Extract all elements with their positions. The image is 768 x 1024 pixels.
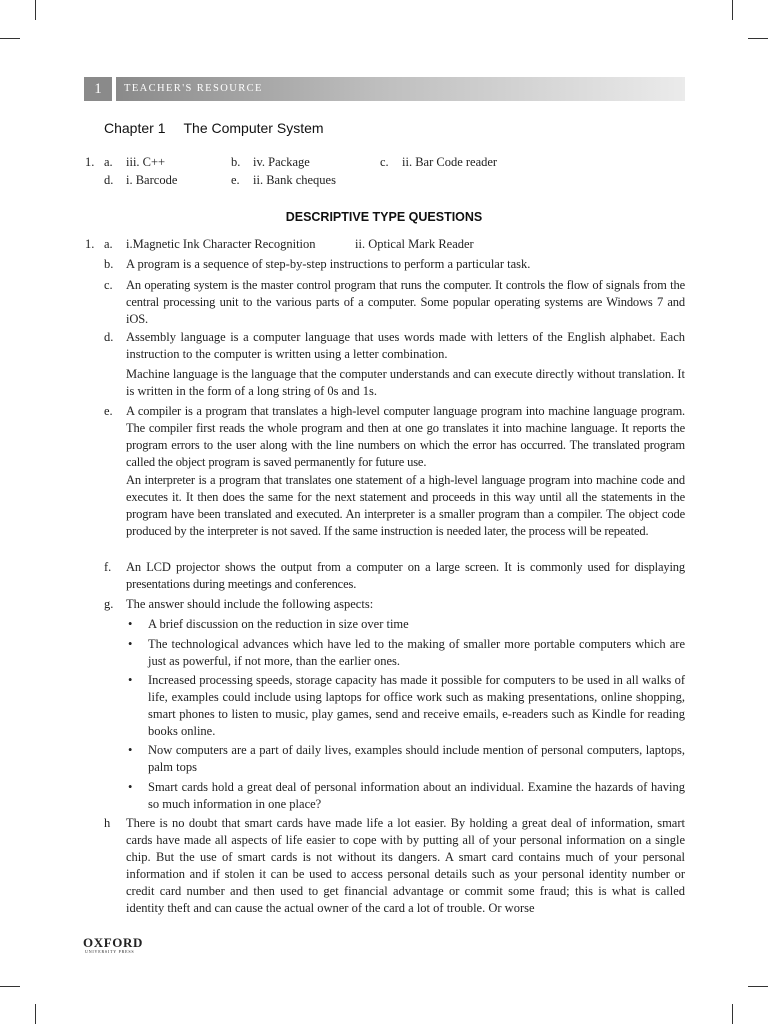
answer-letter: c. [104,278,113,292]
bullet-text: Increased processing speeds, storage capacity has made it possible for computers to be used in all walks of life, examples could include using laptops for office work such as making presentations, online shopping, smart phones to listen to music, play games, send and receive emails, e-readers such as Kindle for reading books online. [148,673,685,738]
chapter-label: Chapter 1 [104,120,166,136]
crop-mark [35,0,36,20]
bullet-text: Now computers are a part of daily lives, examples should include mention of personal computers, laptops, palm tops [148,743,685,774]
answer-letter: f. [104,560,112,574]
section-heading: DESCRIPTIVE TYPE QUESTIONS [285,210,483,224]
answer-e-para1: A compiler is a program that translates a high-level computer language program into machine language program. The compiler first reads the whole program and then at one go translates it into machine language. It reports the program errors to the user along with the line numbers on which the error has occurred. The translated program called the object program is saved permanently for future use. [126,404,685,469]
answer-letter: h [104,816,111,830]
answer-a-part2: ii. Optical Mark Reader [355,237,474,251]
logo-sub-text: UNIVERSITY PRESS [85,949,135,954]
answer-d-para1: Assembly language is a computer language that uses words made with letters of the English alphabet. Each instruction to the computer is written using a letter combination. [126,330,685,361]
bullet-icon: • [128,637,133,651]
answer-a-part1: i.Magnetic Ink Character Recognition [126,237,316,251]
mcq-answer: iv. Package [253,155,310,169]
header-bar [116,77,685,101]
answer-d-para2: Machine language is the language that the computer understands and can execute directly without translation. It is written in the form of a long string of 0s and 1s. [126,367,685,398]
answer-letter: a. [104,237,113,251]
crop-mark [748,986,768,987]
bullet-icon: • [128,673,133,687]
mcq-letter: a. [104,155,113,169]
bullet-icon: • [128,780,133,794]
running-head-text: TEACHER'S RESOURCE [124,83,263,94]
answer-letter: g. [104,597,114,611]
chapter-heading [104,120,324,136]
crop-mark [732,1004,733,1024]
mcq-answer: iii. C++ [126,155,166,169]
mcq-answer: ii. Bar Code reader [402,155,498,169]
answer-h: There is no doubt that smart cards have made life a lot easier. By holding a great deal of information, smart cards have made all aspects of life easier to cope with by putting all of your personal information on a single chip. But the use of smart cards is not without its dangers. A smart card contains much of your personal information and if stolen it can be used to access personal details such as your personal identity number or credit card number and then used to get financial advantage or commit some fraud; this is what is called identity theft and can cause the actual owner of the card a lot of trouble. Or worse [126,816,685,915]
question-number: 1. [85,237,95,251]
crop-mark [35,1004,36,1024]
mcq-answer: ii. Bank cheques [253,173,336,187]
answer-f: An LCD projector shows the output from a computer on a large screen. It is commonly used for displaying presentations during meetings and conferences. [126,560,685,591]
bullet-text: Smart cards hold a great deal of personal information about an individual. Examine the hazards of having so much information in one place? [148,780,685,811]
bullet-text: The technological advances which have led to the making of smaller more portable computers which are just as powerful, if not more, than the earlier ones. [148,637,685,668]
mcq-letter: e. [231,173,240,187]
answer-letter: b. [104,257,114,271]
chapter-title: The Computer System [183,120,324,136]
bullet-text: A brief discussion on the reduction in size over time [148,617,409,631]
question-number: 1. [85,155,95,169]
running-header [84,77,685,101]
answer-letter: d. [104,330,114,344]
crop-mark [748,38,768,39]
mcq-answer: i. Barcode [126,173,178,187]
answer-c: An operating system is the master control program that runs the computer. It controls the flow of signals from the central processing unit to the various parts of a computer. Some popular operating systems are Windows 7 and iOS. [126,278,685,326]
oxford-logo [83,936,143,955]
crop-mark [0,986,20,987]
answer-b: A program is a sequence of step-by-step instructions to perform a particular task. [126,257,531,271]
crop-mark [0,38,20,39]
bullet-icon: • [128,743,133,757]
mcq-letter: b. [231,155,241,169]
mcq-letter: c. [380,155,389,169]
logo-main-text: OXFORD [83,935,143,950]
bullet-icon: • [128,617,133,631]
crop-mark [732,0,733,20]
mcq-letter: d. [104,173,114,187]
answer-g-intro: The answer should include the following aspects: [126,597,374,611]
answer-e-para2: An interpreter is a program that translates one statement of a high-level language program into machine code and executes it. It then does the same for the next statement and proceeds in this way until all the statements in the program have been translated and executed. An interpreter is a smaller program than a compiler. The object code produced by the interpreter is not saved. If the same instruction is needed later, the process will be repeated. [126,473,685,538]
page-number: 1 [84,77,112,101]
answer-letter: e. [104,404,113,418]
